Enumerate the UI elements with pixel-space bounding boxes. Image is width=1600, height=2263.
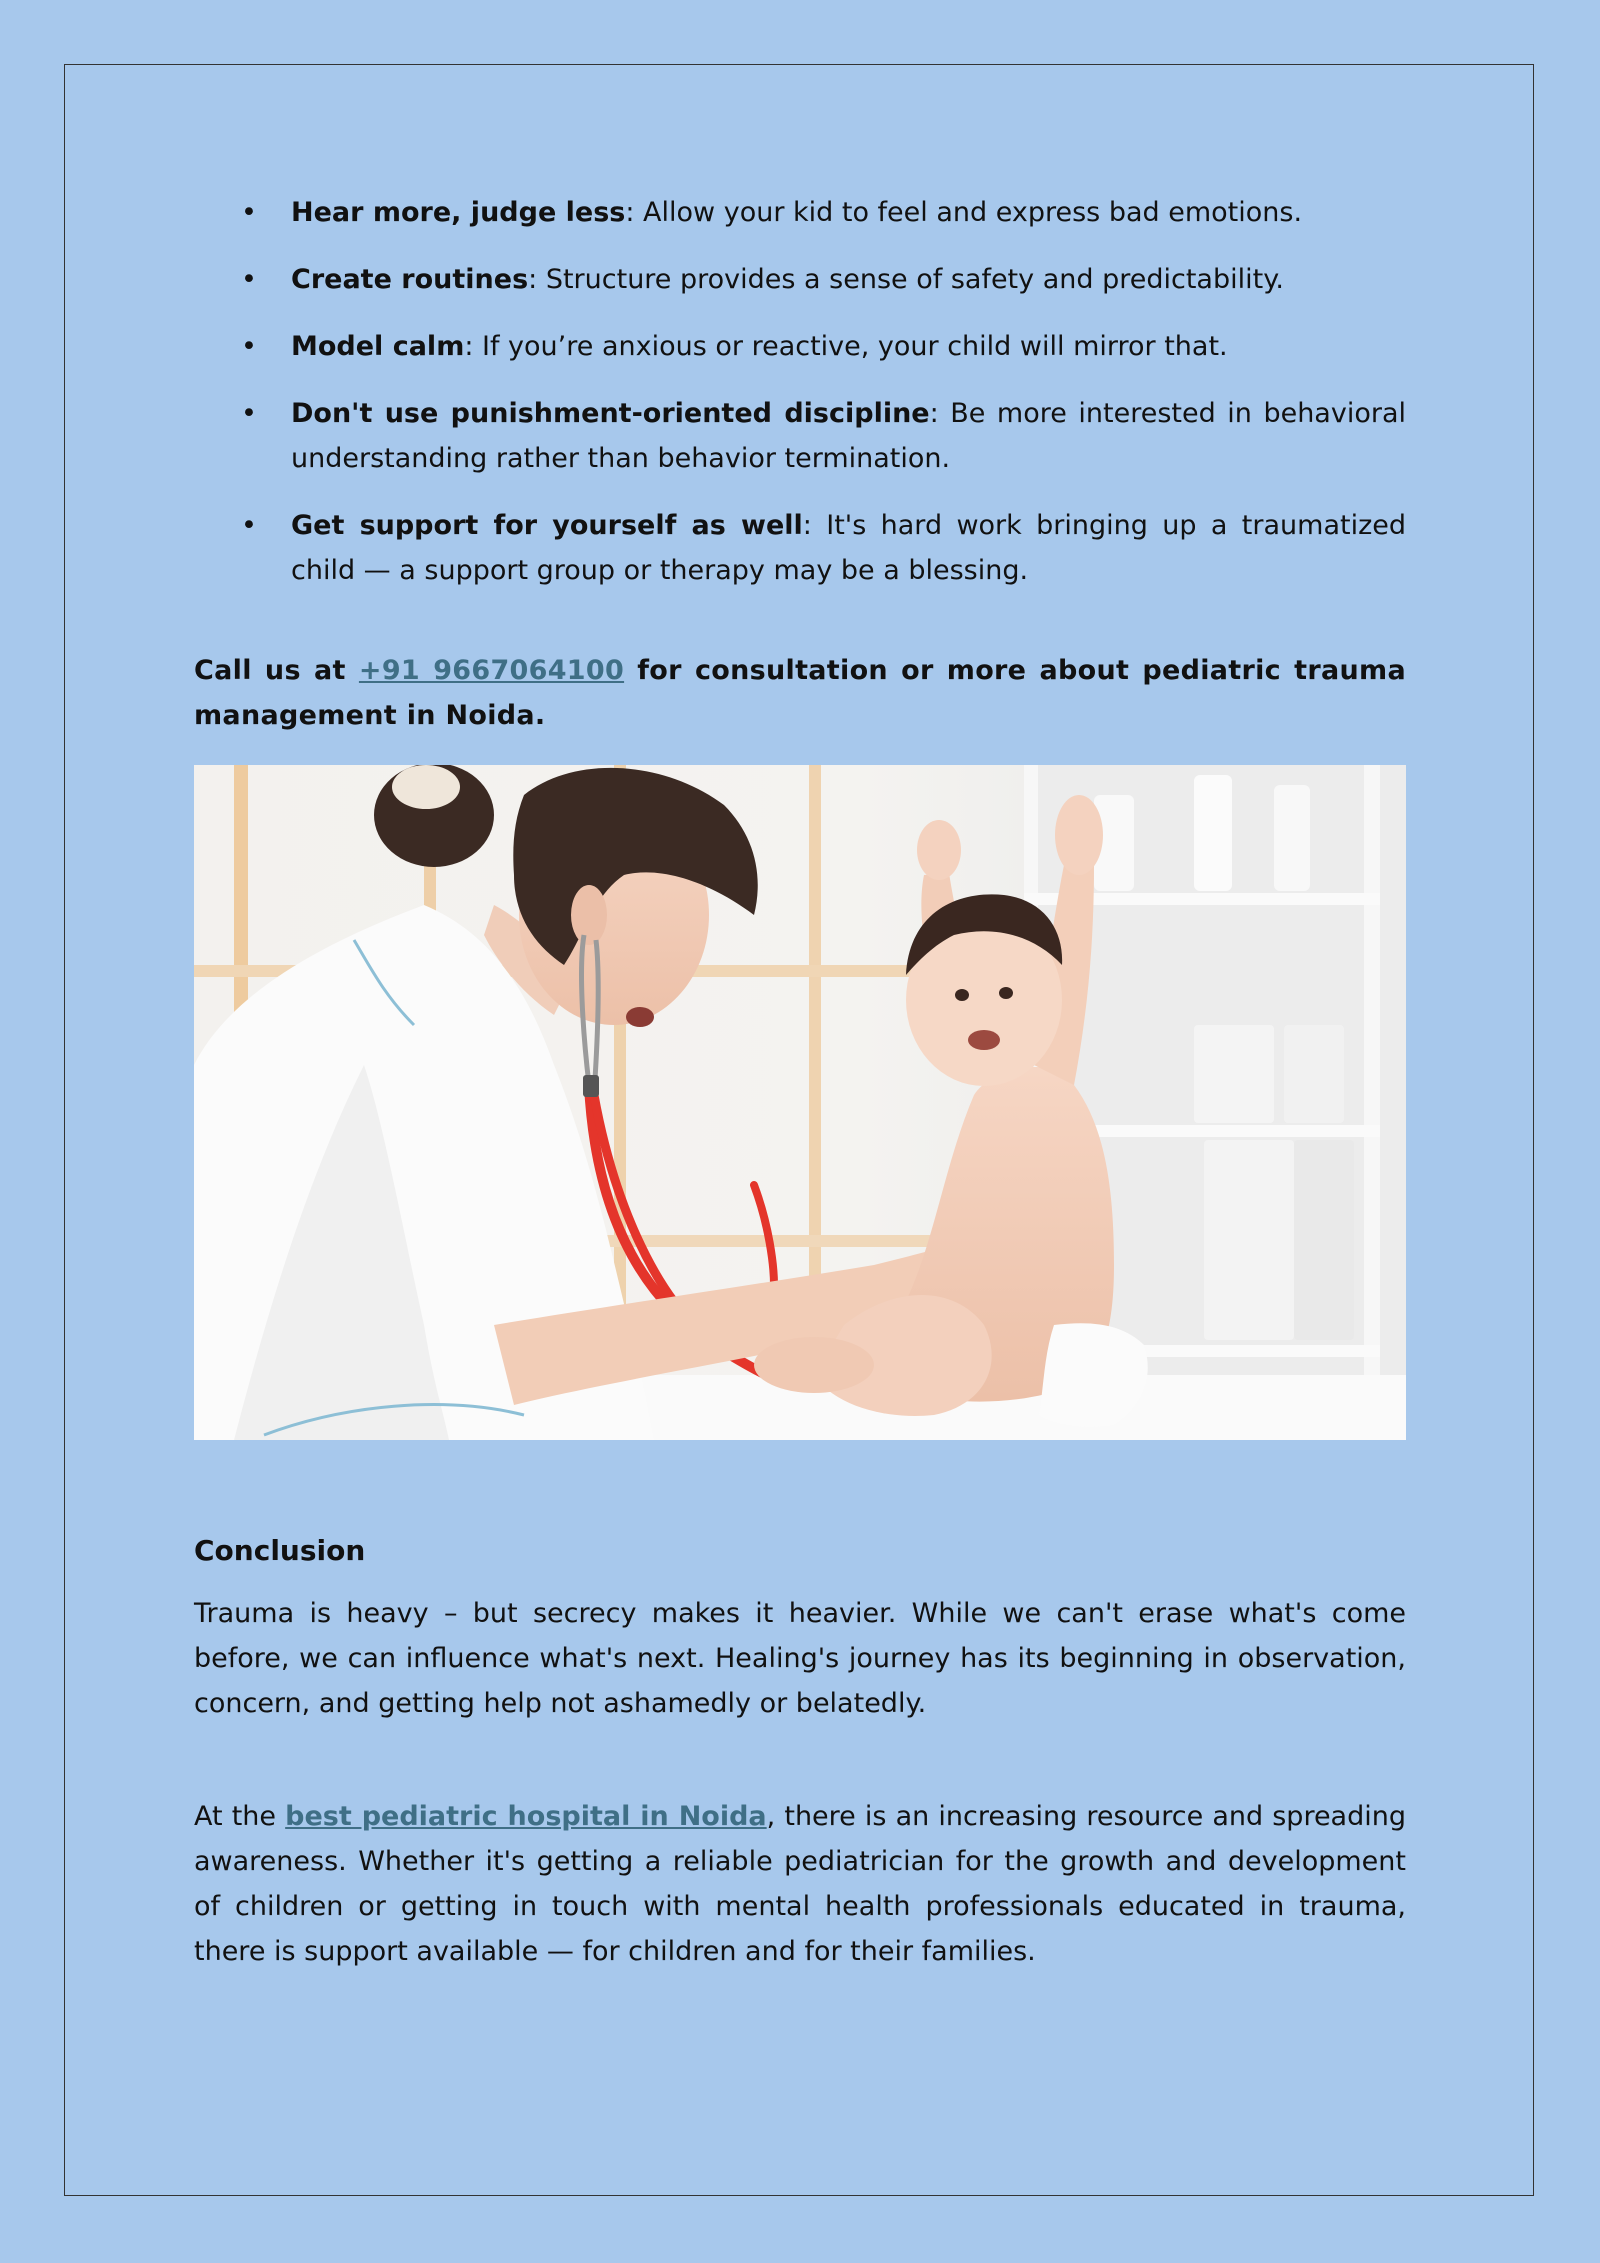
list-item (194, 324, 1406, 369)
document-content (194, 190, 1406, 2001)
tip-title: Get support for yourself as well (291, 510, 803, 541)
tips-list (194, 190, 1406, 593)
tip-title: Hear more, judge less (291, 197, 626, 228)
tip-text: : Structure provides a sense of safety and predictability. (528, 264, 1284, 295)
list-item (194, 503, 1406, 593)
conclusion-paragraph-2 (194, 1794, 1406, 1974)
bullet: • (241, 398, 257, 429)
paragraph-prefix: At the (194, 1801, 286, 1832)
doctor-baby-photo (194, 765, 1406, 1440)
tip-text: : Allow your kid to feel and express bad emotions. (625, 197, 1303, 228)
list-item (194, 190, 1406, 235)
tip-title: Model calm (291, 331, 465, 362)
list-item (194, 391, 1406, 481)
tip-title: Don't use punishment-oriented discipline (291, 398, 930, 429)
paragraph-suffix: , there is an increasing resource and spreading awareness. Whether it's getting a reliable pediatrician for the growth and development of children or getting in touch with mental health professionals educated in trauma, there is support available — for children and for their families. (194, 1801, 1406, 1967)
cta-prefix: Call us at (194, 655, 359, 686)
tip-text: : If you’re anxious or reactive, your child will mirror that. (464, 331, 1228, 362)
phone-link[interactable]: +91 9667064100 (358, 655, 625, 686)
tip-text: : Be more interested in behavioral understanding rather than behavior termination. (291, 398, 1406, 474)
list-item (194, 257, 1406, 302)
tip-text: : It's hard work bringing up a traumatized child — a support group or therapy may be a blessing. (291, 510, 1407, 586)
call-to-action (194, 648, 1406, 738)
hospital-link[interactable]: best pediatric hospital in Noida (285, 1801, 767, 1832)
conclusion-heading: Conclusion (194, 1534, 366, 1567)
tip-title: Create routines (291, 264, 529, 295)
cta-suffix: for consultation or more about pediatric trauma management in Noida. (194, 655, 1406, 731)
bullet: • (241, 264, 257, 295)
conclusion-paragraph-1: Trauma is heavy – but secrecy makes it heavier. While we can't erase what's come before, we can influence what's next. Healing's journey has its beginning in observation, concern, and getting help not ashamedly or belatedly. (194, 1598, 1406, 1719)
bullet: • (241, 197, 257, 228)
bullet: • (241, 331, 257, 362)
bullet: • (241, 510, 257, 541)
